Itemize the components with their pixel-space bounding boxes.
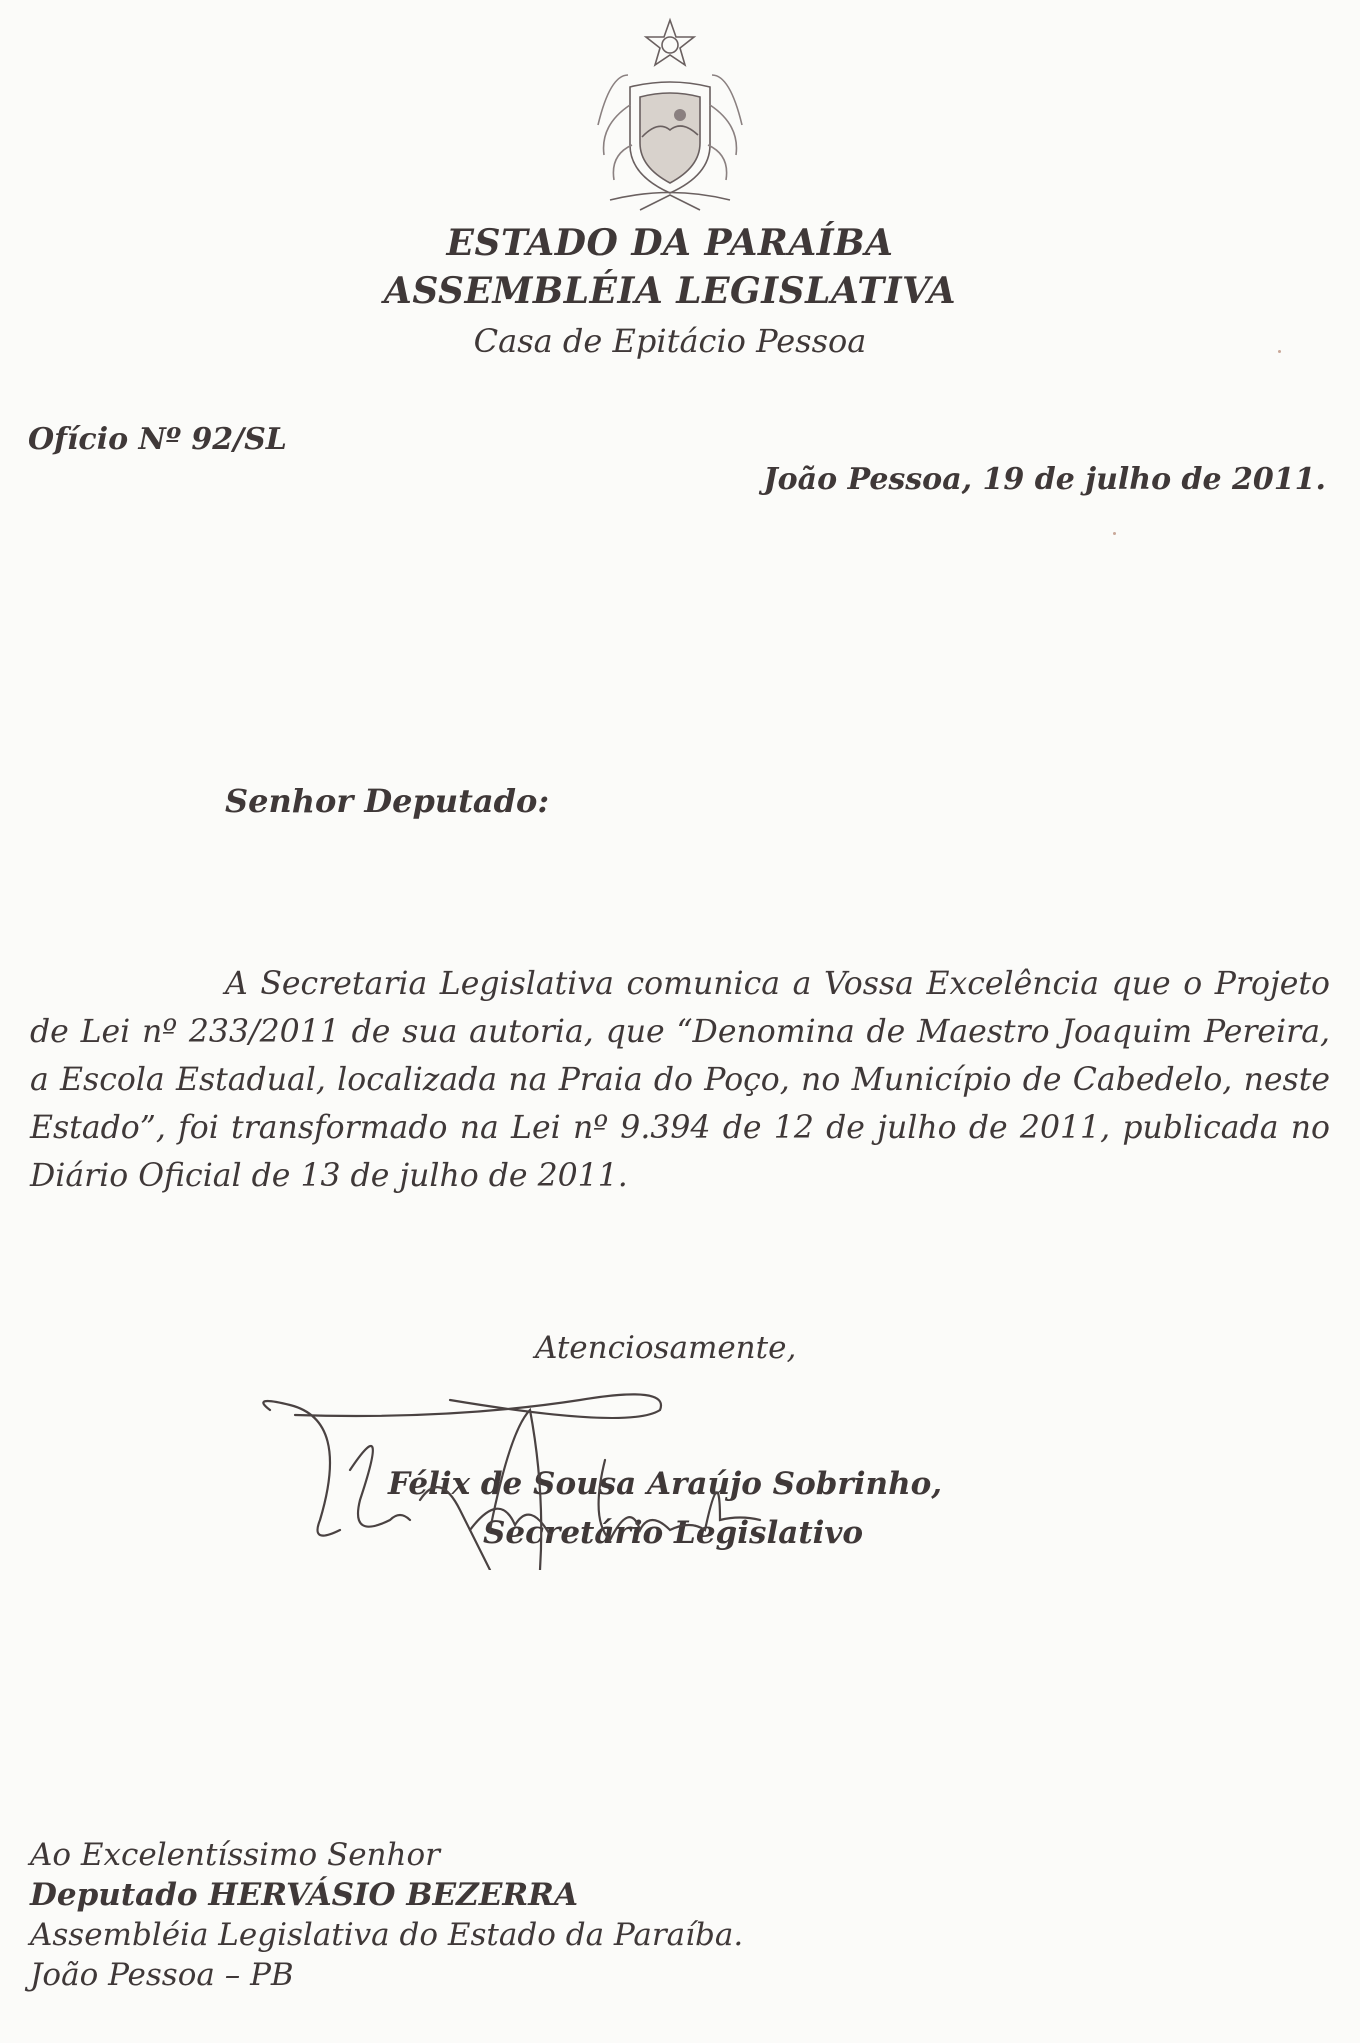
letterhead-house: Casa de Epitácio Pessoa	[473, 322, 867, 360]
addressee-name: Deputado HERVÁSIO BEZERRA	[30, 1877, 578, 1913]
addressee-city: João Pessoa – PB	[30, 1957, 294, 1993]
document-reference: Ofício Nº 92/SL	[28, 422, 287, 457]
closing: Atenciosamente,	[535, 1330, 797, 1366]
signer-name: Félix de Sousa Araújo Sobrinho,	[388, 1466, 943, 1502]
letter-body: A Secretaria Legislativa comunica a Vossa Excelência que o Projeto de Lei nº 233/2011 de sua autoria, que “Denomina de Maestro Joaquim Pereira, a Escola Estadual, localizada na Praia do Poço, no Município de Cabedelo, neste Estado”, foi transformado na Lei nº 9.394 de 12 de julho de 2011, publicada no Diário Oficial de 13 de julho de 2011.	[30, 966, 1330, 1194]
addressee-institution: Assembléia Legislativa do Estado da Paraíba.	[30, 1917, 744, 1953]
scan-speck	[1113, 532, 1116, 535]
document-date: João Pessoa, 19 de julho de 2011.	[763, 462, 1326, 497]
salutation: Senhor Deputado:	[225, 782, 550, 820]
scan-speck	[1278, 350, 1281, 353]
addressee-block	[30, 1835, 743, 1995]
letterhead-state: ESTADO DA PARAÍBA	[446, 222, 894, 264]
letterhead-assembly: ASSEMBLÉIA LEGISLATIVA	[383, 270, 957, 312]
signer-title: Secretário Legislativo	[483, 1515, 864, 1551]
addressee-line: Ao Excelentíssimo Senhor	[30, 1837, 440, 1873]
coat-of-arms-icon	[570, 15, 770, 215]
handwritten-signature-icon	[250, 1370, 950, 1570]
